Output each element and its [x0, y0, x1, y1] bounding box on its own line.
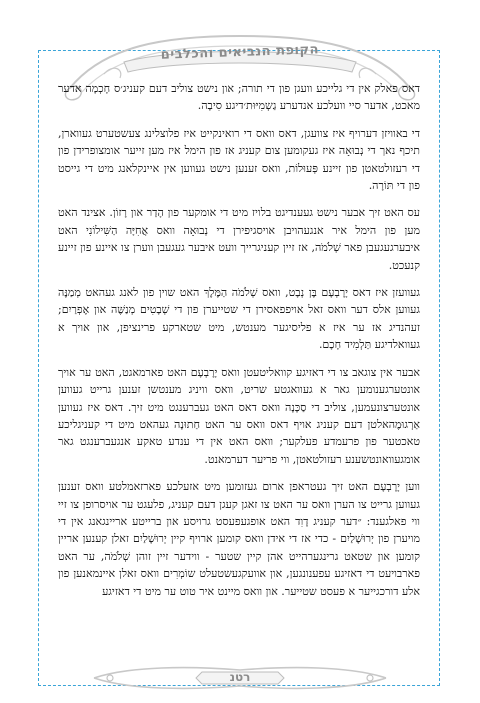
paragraph: די באוויזן דערויף איז צוועגן, דאס וואס די רואינקייט איז פלוצלינג צעשטערט געווארן, תיכף נאך די נְבוּאָה איז געקומען צום קעניג אז פון הימל איז מען זייער אומצופרידן פון די רעזולטאטן פון זיינע פְּעוּלוֹת, וואס זענען נישט געווען אין איינקלאנג מיט די גייסט פון די תּוֹרָה. [58, 126, 420, 193]
body-text [58, 80, 420, 648]
paragraph: ווען יָרָבְעָם האט זיך געטראפן ארום געזומען מיט אזעלכע פארזאמלטע וואס זענען געווען גרייט צו הערן וואס ער האט צו זאגן קעגן דעם קעניג, פלעגט ער אויסרופן צו זיי ווי פאלגענד: ״דער קעניג דָוִד האט אופגעפעסט גרויסע און ברייטע אריינגאנג אין די מויערן פון יְרוּשָׁלַיִם - כדי אז די אידן וואס קומען ארויף קיין יְרוּשָׁלַיִם זאלן קענען אריין קומען און שטאט גרינגערהייט אהן קיין שטער - ווידער זיין זוהן שְׁלֹמֹה, ער האט פארבויעט די דאזיגע עפענונגען, און אוועקגעשטעלט שוֹמְרִים וואס זאלן איינמאנען פון אלע דורכגייער א פעסט שטייער. און וואס מיינט איר טוט ער מיט די דאזיגע [58, 480, 420, 598]
page-number: רטנ [229, 670, 251, 684]
paragraph: דאס פאלק אין די גלייכע וועגן פון די תורה; און נישט צוליב דעם קעניג׳ס חָכְמָה אדער מאכט, אדער סיי וועלכע אנדערע גַשְמִיּוּת׳דיגע סִיבָה. [58, 82, 420, 113]
paragraph: עס האט זיך אבער נישט געענדיגט בלויז מיט די אומקער פון הָדַר און רָזוֹן. אצינד האט מען פון הימל איר אנגעהויבן אויסגיפירן די נְבוּאָה וואס אֲחִיָּה הַשִּׁילוֹנִי האט איבערגעגעבן פאר שְׁלֹמֹה, אז זיין קעניגרייך וועט איבער געגעבן ווערן צו איינע פון זיינע קנעכט. [58, 206, 420, 272]
header-title: הקופת הנביאים והכלבים [160, 42, 320, 63]
paragraph: געוועזן איז דאס יָרָבְעָם בֶּן נְבָט, וואס שְׁלֹמֹה הַמֶּלֶךְ האט שוין פון לאנג געהאט מְמַנֶּה געווען אלס דער וואס זאל אויפפאסירן די שטייערן פון די שְׁבָטִים מְנַשֶּׁה און אֶפְרַיִם; זעהנדיג אז ער איז א פליסיגער מענטש, מיט שטארקע פרינציפן, און אויך א געוואלדיגע תַּלְמִיד חָכָם. [58, 286, 420, 352]
paragraph: אבער אין צוגאב צו די דאזיגע קוואליטעטן וואס יָרָבְעָם האט פארמאגט, האט ער אויך אונטערגענומען גאר א געוואגטע שריט, וואס וויניג מענטשן זענען גרייט געווען אונטערצונעמען, צוליב די סַכָּנָה וואס דאס האט געברענגט מיט זיך. דאס איז געווען אַרְגוּמֶהאלטן דעם קעניג אויף דאס וואס ער האט חַתוּנָה געהאט מיט די קעניגליכע טאכטער פון פרעמדע פעלקער; וואס האט אין די ענדע טאקע אנגעברענגט גאר אומגעוואונטשענע רעזולטאטן, ווי פריער דערמאנט. [58, 365, 420, 466]
